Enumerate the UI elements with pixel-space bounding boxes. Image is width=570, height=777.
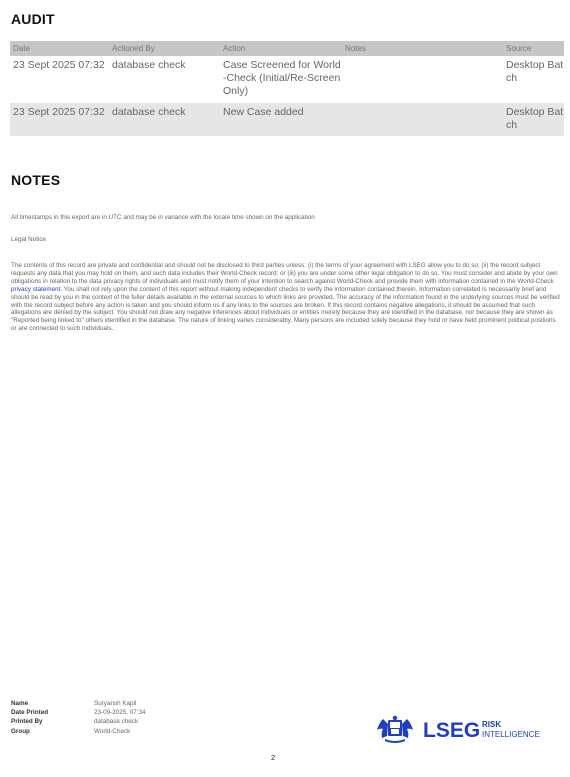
cell-notes bbox=[342, 103, 503, 136]
lseg-risk-intelligence-logo bbox=[375, 714, 555, 744]
legal-notice-body bbox=[11, 262, 563, 333]
timestamps-note: All timestamps in this export are in UTC and may be in variance with the locale time shown on the application bbox=[11, 214, 315, 221]
header-notes: Notes bbox=[342, 41, 503, 56]
legal-text-part-2: . You shall not rely upon the content of this report without making independent checks to verify the information contained therein. Information correlated is necessarily brief and should be read by you in the context of the fuller details available in the external sources to which links are provided. The accuracy of the information found in the underlying sources must be verified with the record subject before any action is taken and you should inform us if any links to the sources are broken. If this record contains negative allegations, it should be assumed that such allegations are denied by the subject. You should not draw any negative inferences about individuals or entities merely because they are identified in the database, nor because they are shown as "Reported being linked to" others identified in the database. The nature of linking varies considerably. Many persons are included solely because they hold or have held prominent political positions or are connected to such individuals. bbox=[11, 285, 560, 333]
logo-brand: LSEG bbox=[423, 719, 481, 742]
footer-value-name: Suryansh Kapil bbox=[94, 700, 137, 707]
cell-action: Case Screened for World-Check (Initial/Re-Screen Only) bbox=[220, 56, 342, 103]
footer-label-name: Name bbox=[11, 700, 29, 707]
cell-source: Desktop Batch bbox=[503, 56, 564, 103]
logo-tagline-line1: RISK bbox=[482, 720, 502, 729]
header-actioned-by: Actioned By bbox=[109, 41, 220, 56]
cell-notes bbox=[342, 56, 503, 103]
cell-source: Desktop Batch bbox=[503, 103, 564, 136]
footer-labels bbox=[11, 699, 48, 736]
table-row bbox=[10, 103, 564, 136]
notes-title: NOTES bbox=[11, 172, 61, 188]
footer-label-date-printed: Date Printed bbox=[11, 709, 49, 717]
cell-action: New Case added bbox=[220, 103, 342, 136]
footer-value-group: World-Check bbox=[94, 727, 131, 735]
footer-label-group: Group bbox=[11, 727, 30, 735]
audit-header-row bbox=[10, 41, 564, 56]
cell-actioned-by: database check bbox=[109, 103, 220, 136]
audit-table bbox=[10, 41, 564, 136]
legal-notice-heading: Legal Notice bbox=[11, 236, 47, 243]
cell-date: 23 Sept 2025 07:32 bbox=[10, 103, 109, 136]
cell-date: 23 Sept 2025 07:32 bbox=[10, 56, 109, 103]
footer-value-date-printed: 23-09-2025, 07:34 bbox=[94, 709, 146, 717]
footer-value-printed-by: database check bbox=[94, 718, 139, 726]
footer-label-printed-by: Printed By bbox=[11, 718, 43, 726]
privacy-statement-link[interactable]: privacy statement bbox=[11, 285, 61, 293]
table-row bbox=[10, 56, 564, 103]
header-action: Action bbox=[220, 41, 342, 56]
coat-of-arms-icon bbox=[377, 716, 413, 743]
legal-text-part-1: The contents of this record are private and confidential and should not be disclosed to third parties unless: (i) the terms of your agreement with LSEG allow you to do so; (ii) the record subject requests any data that you may hold on them, and such data includes their World-Check record; or (iii) you are under some other legal obligation to do so. You must consider and abide by your own obligations in relation to the data privacy rights of individuals and must notify them of your intention to search against World-Check and provide them with information contained in the World-Check bbox=[11, 262, 558, 285]
audit-title: AUDIT bbox=[11, 11, 55, 27]
header-date: Date bbox=[10, 41, 109, 56]
page-number: 2 bbox=[271, 753, 276, 762]
cell-actioned-by: database check bbox=[109, 56, 220, 103]
footer-values bbox=[94, 699, 145, 736]
logo-tagline-line2: INTELLIGENCE bbox=[482, 730, 540, 739]
header-source: Source bbox=[503, 41, 564, 56]
